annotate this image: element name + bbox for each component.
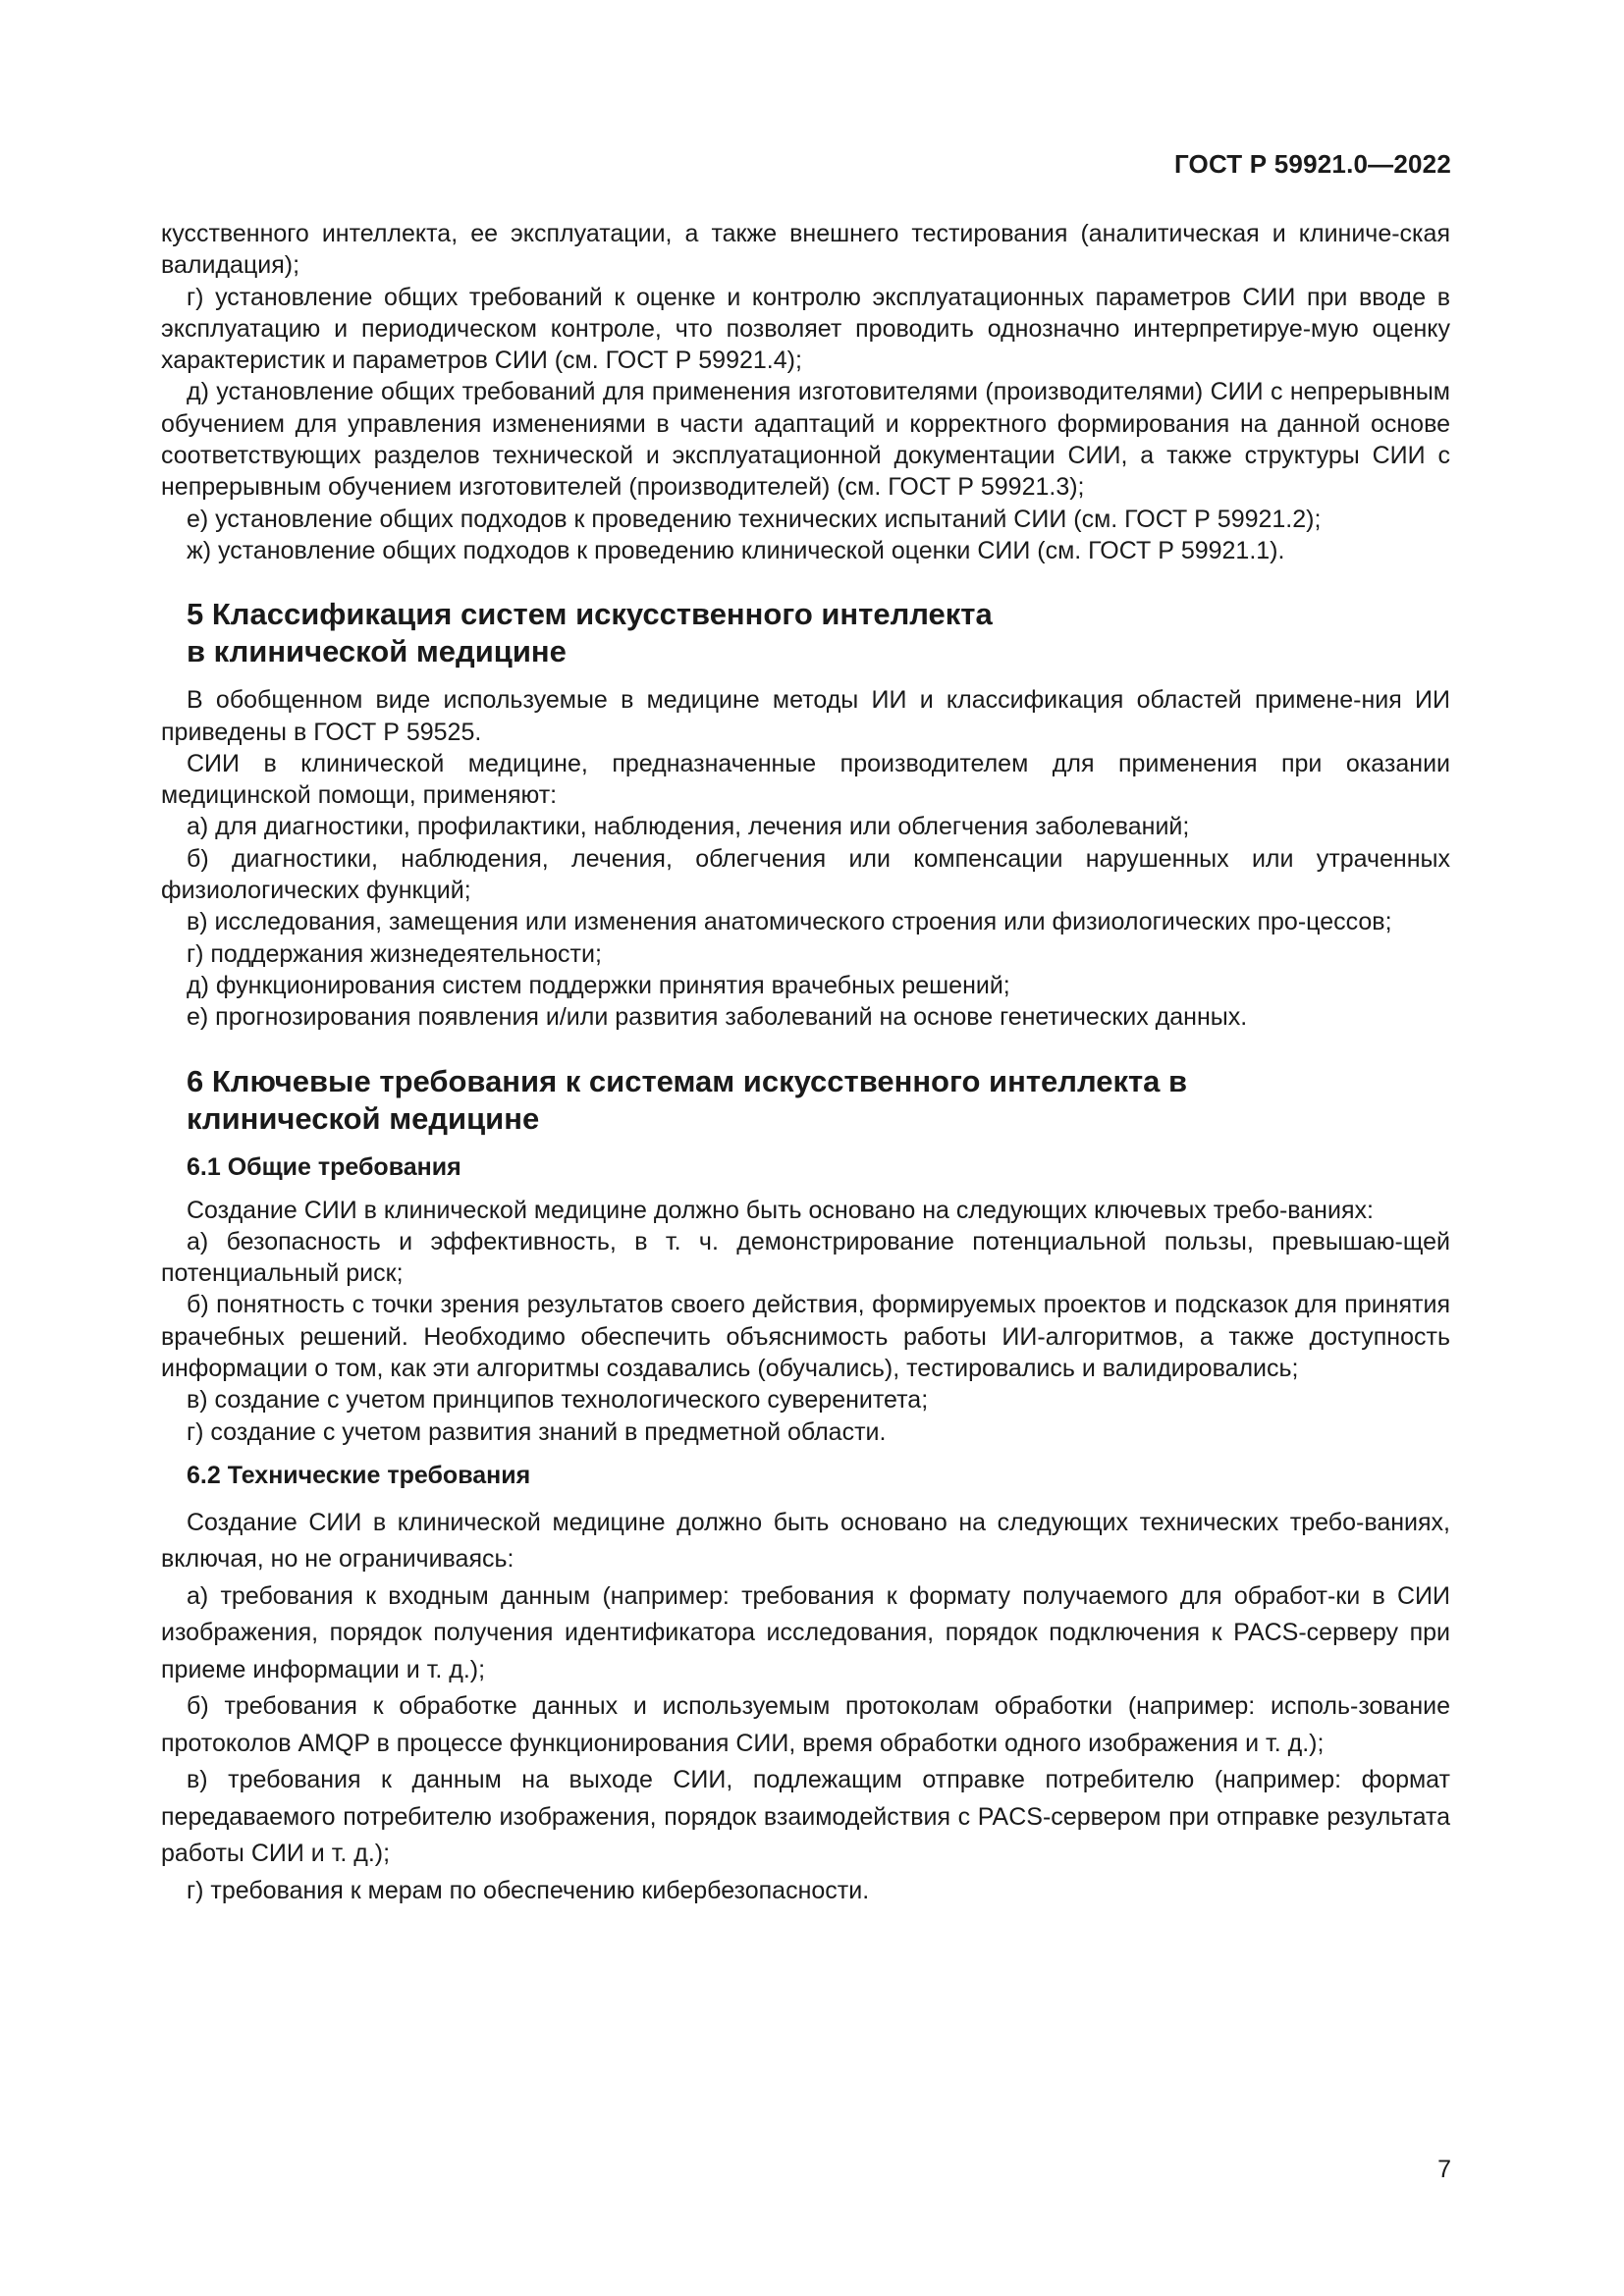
section-6-heading: [161, 1063, 1450, 1138]
section-5-paragraph-1: В обобщенном виде используемые в медицине методы ИИ и классификация областей примене-ния ИИ приведены в ГОСТ Р 59525.: [161, 686, 1450, 746]
subsection-6-2-paragraph-1: Создание СИИ в клинической медицине должно быть основано на следующих технических требо-ваниях, включая, но не ограничиваясь:: [161, 1508, 1450, 1574]
intro-paragraph-4: е) установление общих подходов к проведению технических испытаний СИИ (см. ГОСТ Р 59921.2);: [187, 505, 1322, 533]
subsection-6-2-list-item-v: в) требования к данным на выходе СИИ, подлежащим отправке потребителю (например: формат передаваемого потребителю изображения, порядок взаимодействия с PACS-сервером при отправке результата работы СИИ и т. д.);: [161, 1766, 1450, 1868]
section-5-paragraph-2: СИИ в клинической медицине, предназначенные производителем для применения при оказании медицинской помощи, применяют:: [161, 749, 1450, 810]
section-5-list-item-d: д) функционирования систем поддержки принятия врачебных решений;: [187, 971, 1010, 999]
document-header: ГОСТ Р 59921.0—2022: [1173, 149, 1451, 179]
subsection-6-1-list-item-g: г) создание с учетом развития знаний в предметной области.: [187, 1417, 887, 1446]
section-5-list-item-b: б) диагностики, наблюдения, лечения, облегчения или компенсации нарушенных или утраченных физиологических функций;: [161, 844, 1450, 905]
subsection-6-1-paragraph-1: Создание СИИ в клинической медицине должно быть основано на следующих ключевых требо-ваниях:: [187, 1196, 1374, 1224]
section-5-title-line-1: 5 Классификация систем искусственного интеллекта: [187, 597, 993, 632]
page-number: 7: [1437, 2156, 1451, 2183]
subsection-6-1-list-item-b: б) понятность с точки зрения результатов своего действия, формируемых проектов и подсказок для принятия врачебных решений. Необходимо обеспечить объяснимость работы ИИ-алгоритмов, а также доступность информации о том, как эти алгоритмы создавались (обучались), тестировались и валидировались;: [161, 1291, 1450, 1383]
subsection-6-1-list-item-v: в) создание с учетом принципов технологического суверенитета;: [187, 1386, 929, 1415]
subsection-6-1-list-item-a: а) безопасность и эффективность, в т. ч. демонстрирование потенциальной пользы, превышаю-щей потенциальный риск;: [161, 1227, 1450, 1288]
subsection-6-2-list-item-b: б) требования к обработке данных и используемым протоколам обработки (например: исполь-зование протоколов AMQP в процессе функционирования СИИ, время обработки одного изображения и т. д.);: [161, 1692, 1450, 1757]
section-5-list-item-a: а) для диагностики, профилактики, наблюдения, лечения или облегчения заболеваний;: [187, 813, 1190, 841]
section-5-list-item-e: е) прогнозирования появления и/или развития заболеваний на основе генетических данных.: [187, 1003, 1248, 1032]
subsection-6-2-list-item-g: г) требования к мерам по обеспечению кибербезопасности.: [187, 1876, 870, 1904]
section-6-title-line-1: 6 Ключевые требования к системам искусственного интеллекта в: [187, 1063, 1188, 1098]
subsection-6-2-list-item-a: а) требования к входным данным (например: требования к формату получаемого для обработ-ки в СИИ изображения, порядок получения идентификатора исследования, порядок подключения к PACS-серверу при приеме информации и т. д.);: [161, 1581, 1450, 1683]
section-6-title-line-2: клинической медицине: [187, 1100, 540, 1136]
intro-paragraph-3: д) установление общих требований для применения изготовителями (производителями) СИИ с непрерывным обучением для управления изменениями в части адаптаций и корректного формирования на данной основе соответствующих разделов технической и эксплуатационной документации СИИ, а также структуры СИИ с непрерывным обучением изготовителей (производителей) (см. ГОСТ Р 59921.3);: [161, 378, 1450, 502]
intro-paragraph-5: ж) установление общих подходов к проведению клинической оценки СИИ (см. ГОСТ Р 59921.1).: [187, 536, 1285, 564]
section-5-title-line-2: в клинической медицине: [187, 634, 567, 669]
subsection-6-2-heading: 6.2 Технические требования: [187, 1461, 531, 1489]
section-5-list-item-g: г) поддержания жизнедеятельности;: [187, 939, 602, 968]
section-5-heading: [161, 596, 1450, 670]
page-content: [161, 218, 1450, 1909]
intro-paragraph-2: г) установление общих требований к оценке и контролю эксплуатационных параметров СИИ при вводе в эксплуатацию и периодическом контроле, что позволяет проводить однозначно интерпретируе-мую оценку характеристик и параметров СИИ (см. ГОСТ Р 59921.4);: [161, 283, 1450, 375]
subsection-6-2-body: [161, 1505, 1450, 1910]
intro-paragraph-1: кусственного интеллекта, ее эксплуатации, а также внешнего тестирования (аналитическая и клиниче-ская валидация);: [161, 220, 1450, 280]
section-5-list-item-v: в) исследования, замещения или изменения анатомического строения или физиологических про-цессов;: [187, 908, 1392, 936]
subsection-6-1-heading: 6.1 Общие требования: [187, 1152, 461, 1181]
